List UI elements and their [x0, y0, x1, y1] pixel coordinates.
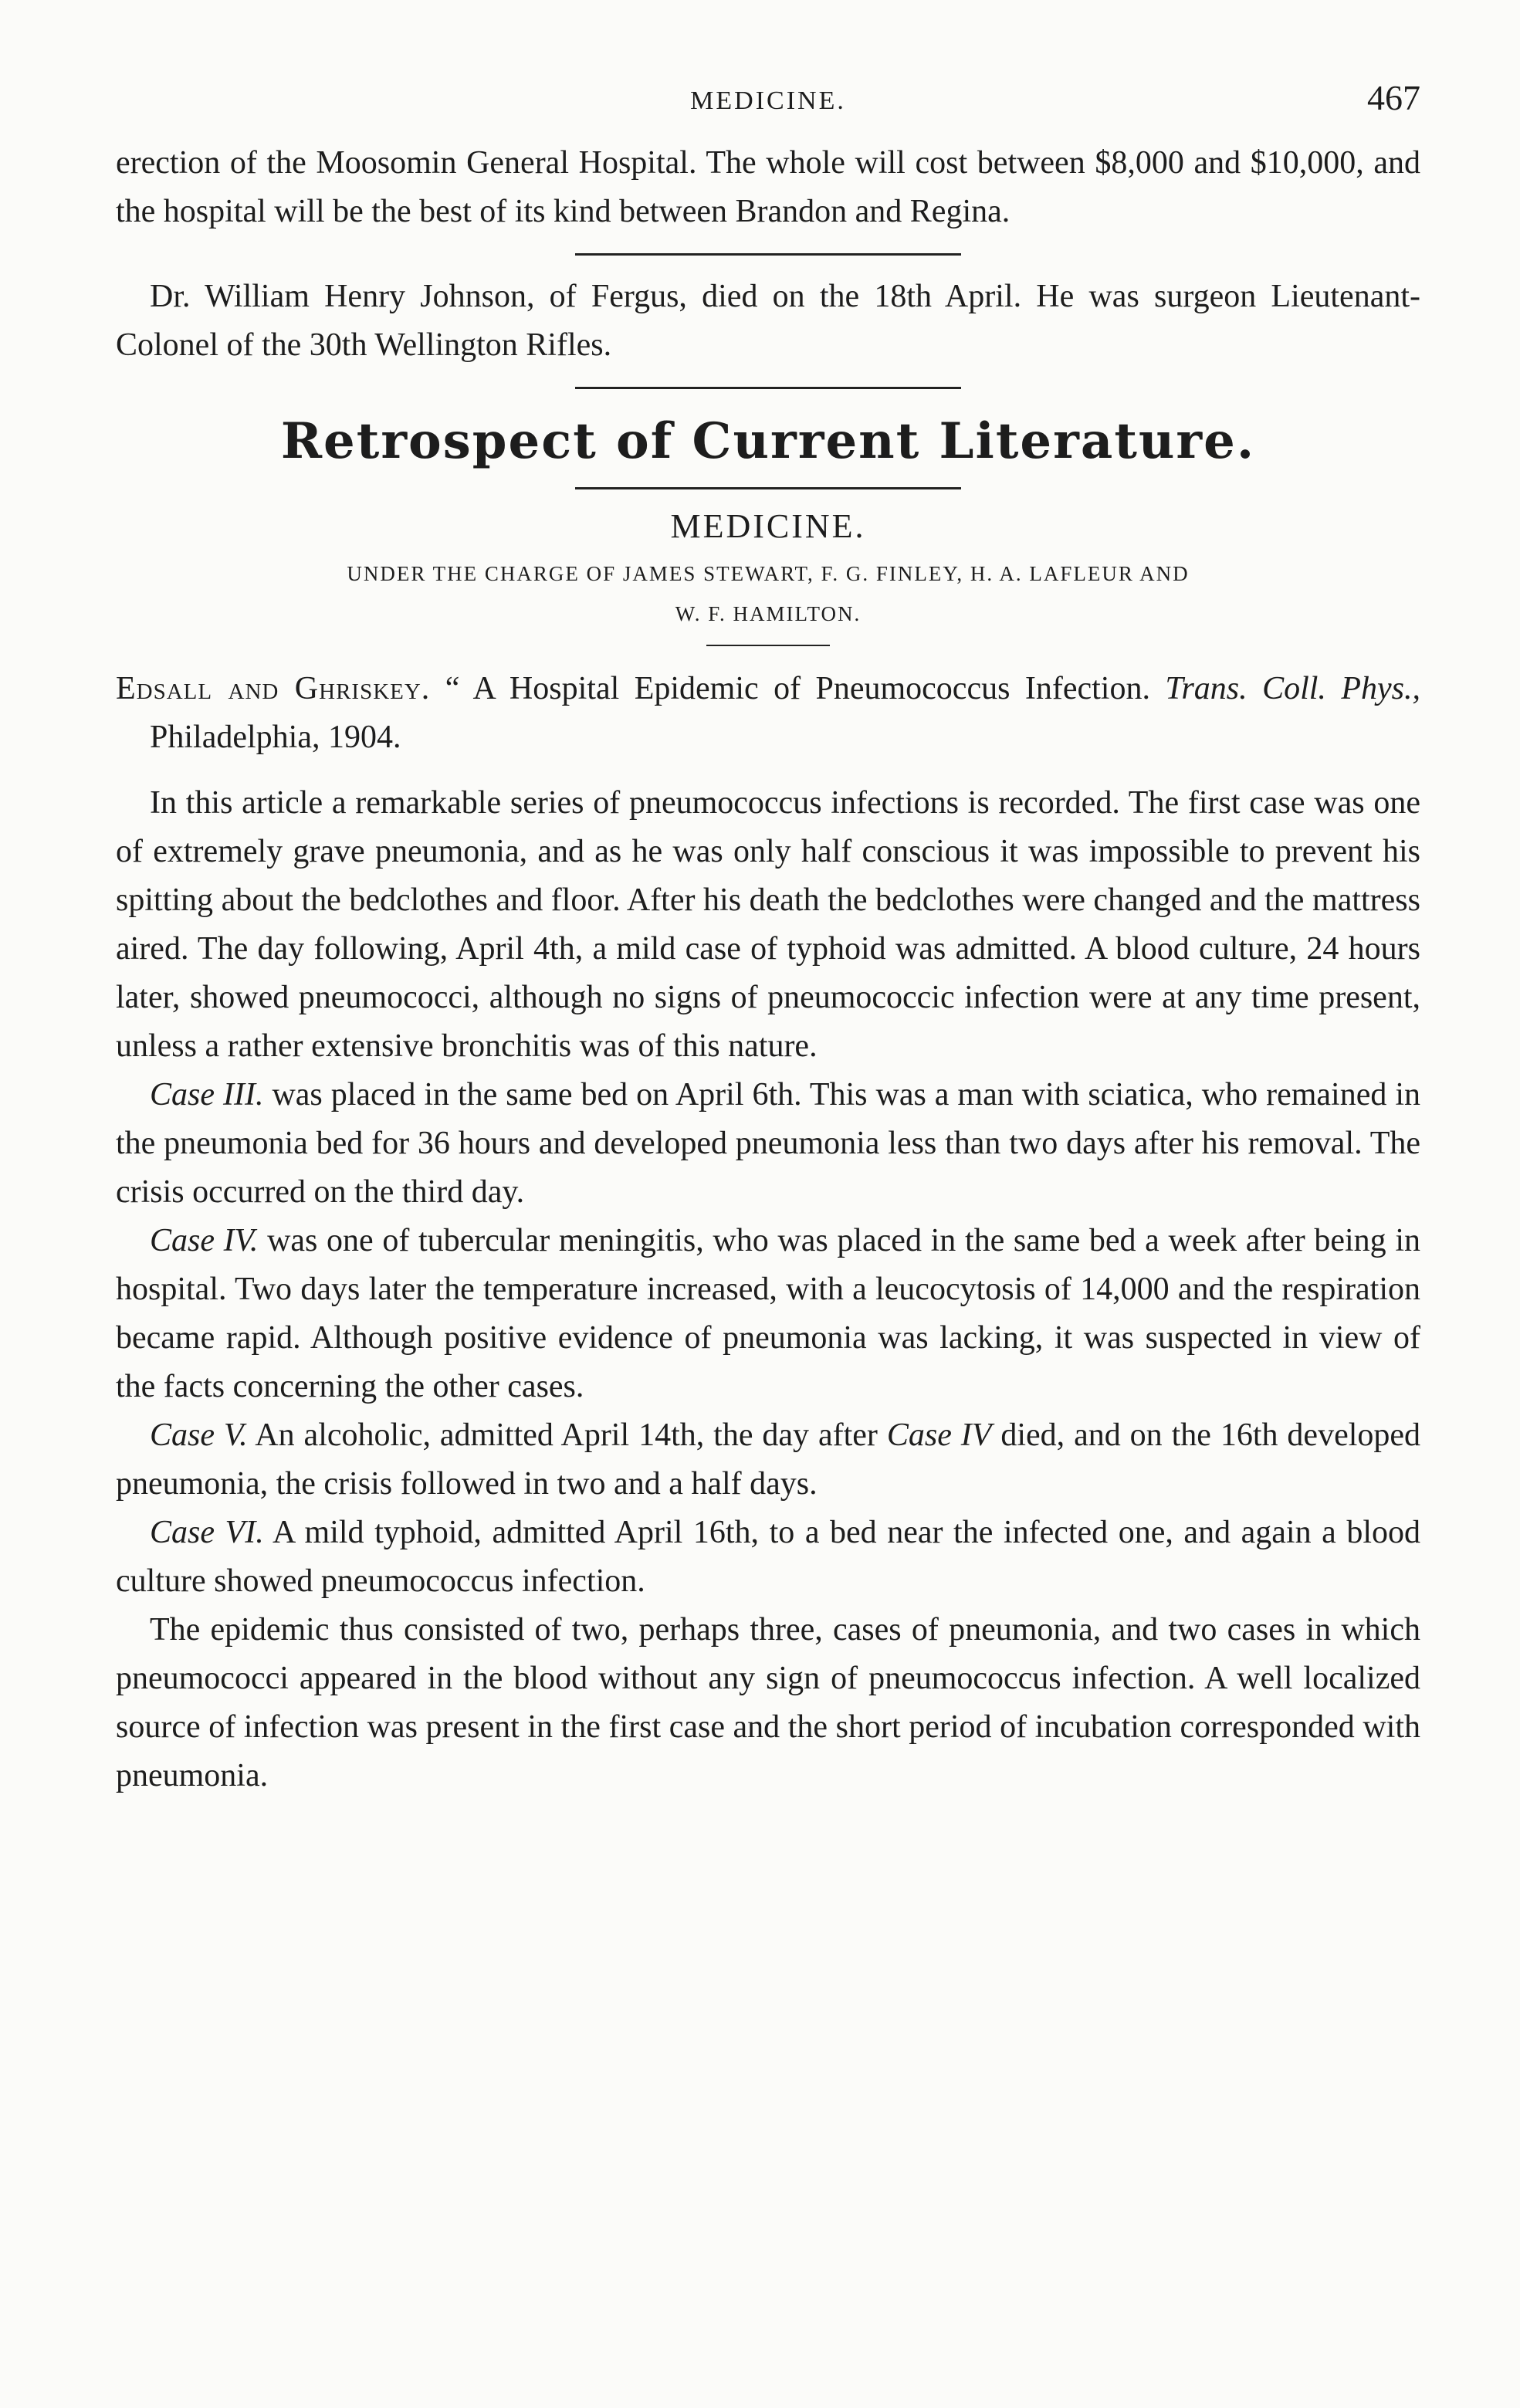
running-head	[116, 77, 1420, 139]
running-title: MEDICINE.	[690, 86, 846, 115]
case-5-text-a: An alcoholic, admitted April 14th, the day after	[255, 1417, 878, 1453]
case-6-label: Case VI.	[150, 1515, 264, 1550]
editors-line-1: UNDER THE CHARGE OF JAMES STEWART, F. G. FINLEY, H. A. LAFLEUR AND	[347, 562, 1190, 585]
case-6-text: A mild typhoid, admitted April 16th, to a bed near the infected one, and again a blood culture showed pneumococcus infection.	[116, 1515, 1420, 1599]
case-5-ref: Case IV	[886, 1417, 992, 1453]
body-paragraph-conclusion: The epidemic thus consisted of two, perhaps three, cases of pneumonia, and two cases in which pneumococci appeared in the blood without any sign of pneumococcus infection. A well localized source of infection was present in the first case and the short period of incubation corresponded with pneumonia.	[116, 1612, 1420, 1793]
case-4-paragraph	[116, 1217, 1420, 1411]
citation	[116, 665, 1420, 762]
case-3-label: Case III.	[150, 1077, 264, 1113]
citation-title: “ A Hospital Epidemic of Pneumococcus Infection.	[445, 671, 1150, 706]
page-number: 467	[1367, 78, 1420, 117]
case-5-text-b: died, and on the 16th developed pneumonia, the crisis followed in two and a half days.	[116, 1417, 1421, 1502]
citation-authors: Edsall and Ghriskey.	[116, 671, 431, 706]
page	[116, 77, 1420, 1800]
case-4-label: Case IV.	[150, 1223, 259, 1258]
intro-paragraph-obituary: Dr. William Henry Johnson, of Fergus, died on the 18th April. He was surgeon Lieutenant-Colonel of the 30th Wellington Rifles.	[116, 279, 1420, 363]
editors-line	[116, 554, 1420, 634]
section-title: Retrospect of Current Literature.	[280, 412, 1256, 470]
case-6-paragraph	[116, 1509, 1420, 1606]
case-5-paragraph	[116, 1411, 1420, 1509]
subsection-title: MEDICINE.	[670, 507, 866, 545]
editors-line-2: W. F. HAMILTON.	[675, 602, 862, 625]
intro-paragraph-hospital: erection of the Moosomin General Hospital. The whole will cost between $8,000 and $10,000, and the hospital will be the best of its kind between Brandon and Regina.	[116, 145, 1420, 229]
body-paragraph-intro: In this article a remarkable series of pneumococcus infections is recorded. The first case was one of extremely grave pneumonia, and as he was only half conscious it was impossible to prevent his spitting about the bedclothes and floor. After his death the bedclothes were changed and the mattress aired. The day following, April 4th, a mild case of typhoid was admitted. A blood culture, 24 hours later, showed pneumococci, although no signs of pneumococcic infection were at any time present, unless a rather extensive bronchitis was of this nature.	[116, 785, 1420, 1064]
case-3-paragraph	[116, 1071, 1420, 1217]
case-5-label: Case V.	[150, 1417, 248, 1453]
citation-journal: Trans. Coll. Phys.,	[1165, 671, 1420, 706]
case-3-text: was placed in the same bed on April 6th. This was a man with sciatica, who remained in the pneumonia bed for 36 hours and developed pneumonia less than two days after his removal. The crisis occurred on the third day.	[116, 1077, 1420, 1210]
divider	[575, 487, 961, 489]
divider	[575, 253, 961, 256]
divider	[706, 645, 830, 646]
case-4-text: was one of tubercular meningitis, who was placed in the same bed a week after being in hospital. Two days later the temperature increased, with a leucocytosis of 14,000 and the respiration became rapid. Although positive evidence of pneumonia was lacking, it was suspected in view of the facts concerning the other cases.	[116, 1223, 1420, 1404]
citation-place-year: Philadelphia, 1904.	[150, 720, 401, 755]
divider	[575, 387, 961, 389]
